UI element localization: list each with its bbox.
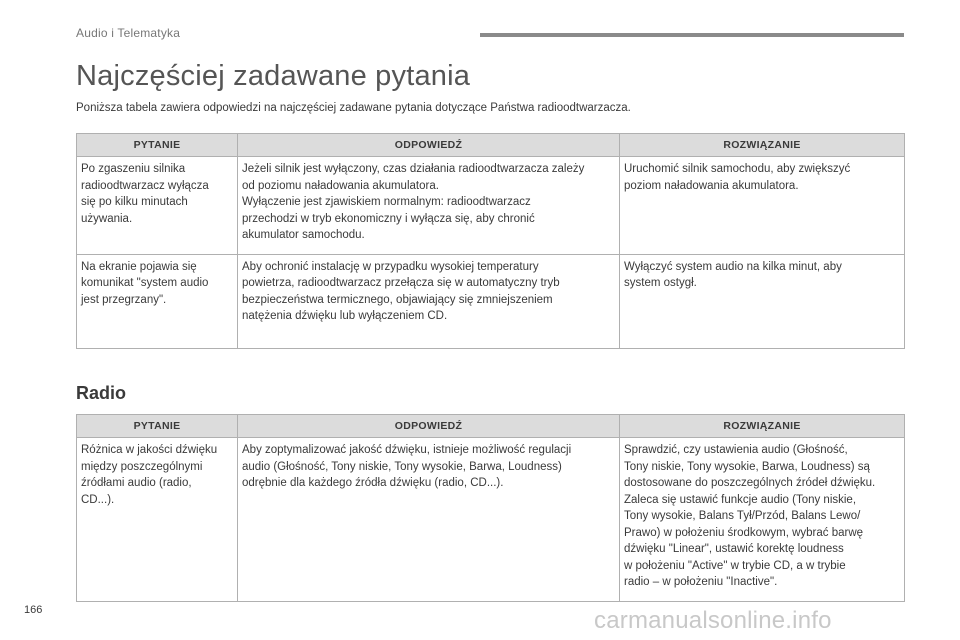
- cell-line: Zaleca się ustawić funkcje audio (Tony niskie,: [624, 493, 857, 506]
- cell-line: od poziomu naładowania akumulatora.: [242, 179, 439, 192]
- cell-line: bezpieczeństwa termicznego, objawiający się zmniejszeniem: [242, 293, 553, 306]
- solution-cell: [620, 157, 905, 255]
- section-header-label: Audio i Telematyka: [76, 26, 181, 40]
- cell-line: Sprawdzić, czy ustawienia audio (Głośność,: [624, 444, 848, 456]
- table-header-row: [77, 415, 905, 438]
- answer-cell: [238, 254, 620, 348]
- column-header-solution: ROZWIĄZANIE: [620, 415, 905, 438]
- column-header-question: PYTANIE: [77, 134, 238, 157]
- cell-line: źródłami audio (radio,: [81, 477, 192, 489]
- cell-line: dostosowane do poszczególnych źródeł dźwięku.: [624, 477, 876, 489]
- watermark: carmanualsonline.info: [594, 607, 832, 634]
- cell-line: komunikat "system audio: [81, 277, 209, 289]
- cell-line: radioodtwarzacz wyłącza: [81, 179, 209, 192]
- cell-line: natężenia dźwięku lub wyłączeniem CD.: [242, 310, 448, 322]
- cell-line: Prawo) w położeniu środkowym, wybrać barwę: [624, 526, 864, 539]
- table-row: [77, 438, 905, 602]
- column-header-question: PYTANIE: [77, 415, 238, 438]
- cell-line: Tony niskie, Tony wysokie, Barwa, Loudness) są: [624, 460, 870, 473]
- cell-line: Tony wysokie, Balans Tył/Przód, Balans Lewo/: [624, 510, 861, 522]
- cell-line: między poszczególnymi: [81, 460, 203, 473]
- radio-faq-table: [76, 414, 905, 602]
- header-bar: [480, 33, 904, 37]
- cell-line: się po kilku minutach: [81, 196, 188, 208]
- cell-line: w położeniu "Active" w trybie CD, a w trybie: [624, 559, 846, 572]
- answer-cell: [238, 157, 620, 255]
- cell-line: Uruchomić silnik samochodu, aby zwiększyć: [624, 163, 851, 175]
- cell-line: Na ekranie pojawia się: [81, 260, 197, 273]
- intro-text: Poniższa tabela zawiera odpowiedzi na najczęściej zadawane pytania dotyczące Państwa radioodtwarzacza.: [76, 102, 631, 114]
- cell-line: Aby zoptymalizować jakość dźwięku, istnieje możliwość regulacji: [242, 444, 572, 456]
- cell-line: Po zgaszeniu silnika: [81, 163, 186, 175]
- cell-line: radio – w położeniu "Inactive".: [624, 576, 778, 588]
- question-cell: [77, 157, 238, 255]
- answer-cell: [238, 438, 620, 602]
- cell-line: powietrza, radioodtwarzacz przełącza się w automatyczny tryb: [242, 277, 560, 289]
- column-header-solution: ROZWIĄZANIE: [620, 134, 905, 157]
- cell-line: Aby ochronić instalację w przypadku wysokiej temperatury: [242, 260, 539, 273]
- question-cell: [77, 254, 238, 348]
- cell-line: Wyłączenie jest zjawiskiem normalnym: radioodtwarzacz: [242, 196, 531, 208]
- cell-line: akumulator samochodu.: [242, 229, 365, 241]
- faq-table: [76, 133, 905, 349]
- cell-line: Wyłączyć system audio na kilka minut, aby: [624, 260, 842, 273]
- question-cell: [77, 438, 238, 602]
- table-row: [77, 157, 905, 255]
- solution-cell: [620, 254, 905, 348]
- cell-line: poziom naładowania akumulatora.: [624, 179, 799, 192]
- cell-line: dźwięku "Linear", ustawić korektę loudness: [624, 543, 844, 555]
- cell-line: jest przegrzany".: [81, 293, 167, 306]
- column-header-answer: ODPOWIEDŹ: [238, 415, 620, 438]
- page-title: Najczęściej zadawane pytania: [76, 60, 471, 92]
- cell-line: system ostygł.: [624, 277, 697, 289]
- column-header-answer: ODPOWIEDŹ: [238, 134, 620, 157]
- solution-cell: [620, 438, 905, 602]
- cell-line: Jeżeli silnik jest wyłączony, czas działania radioodtwarzacza zależy: [242, 163, 585, 175]
- cell-line: przechodzi w tryb ekonomiczny i wyłącza się, aby chronić: [242, 212, 535, 225]
- table-header-row: [77, 134, 905, 157]
- cell-line: odrębnie dla każdego źródła dźwięku (radio, CD...).: [242, 477, 504, 489]
- table-row: [77, 254, 905, 348]
- cell-line: audio (Głośność, Tony niskie, Tony wysokie, Barwa, Loudness): [242, 460, 562, 473]
- cell-line: CD...).: [81, 493, 115, 506]
- cell-line: używania.: [81, 212, 133, 225]
- section-title-radio: Radio: [76, 383, 127, 403]
- cell-line: Różnica w jakości dźwięku: [81, 444, 218, 456]
- page-number: 166: [24, 604, 43, 616]
